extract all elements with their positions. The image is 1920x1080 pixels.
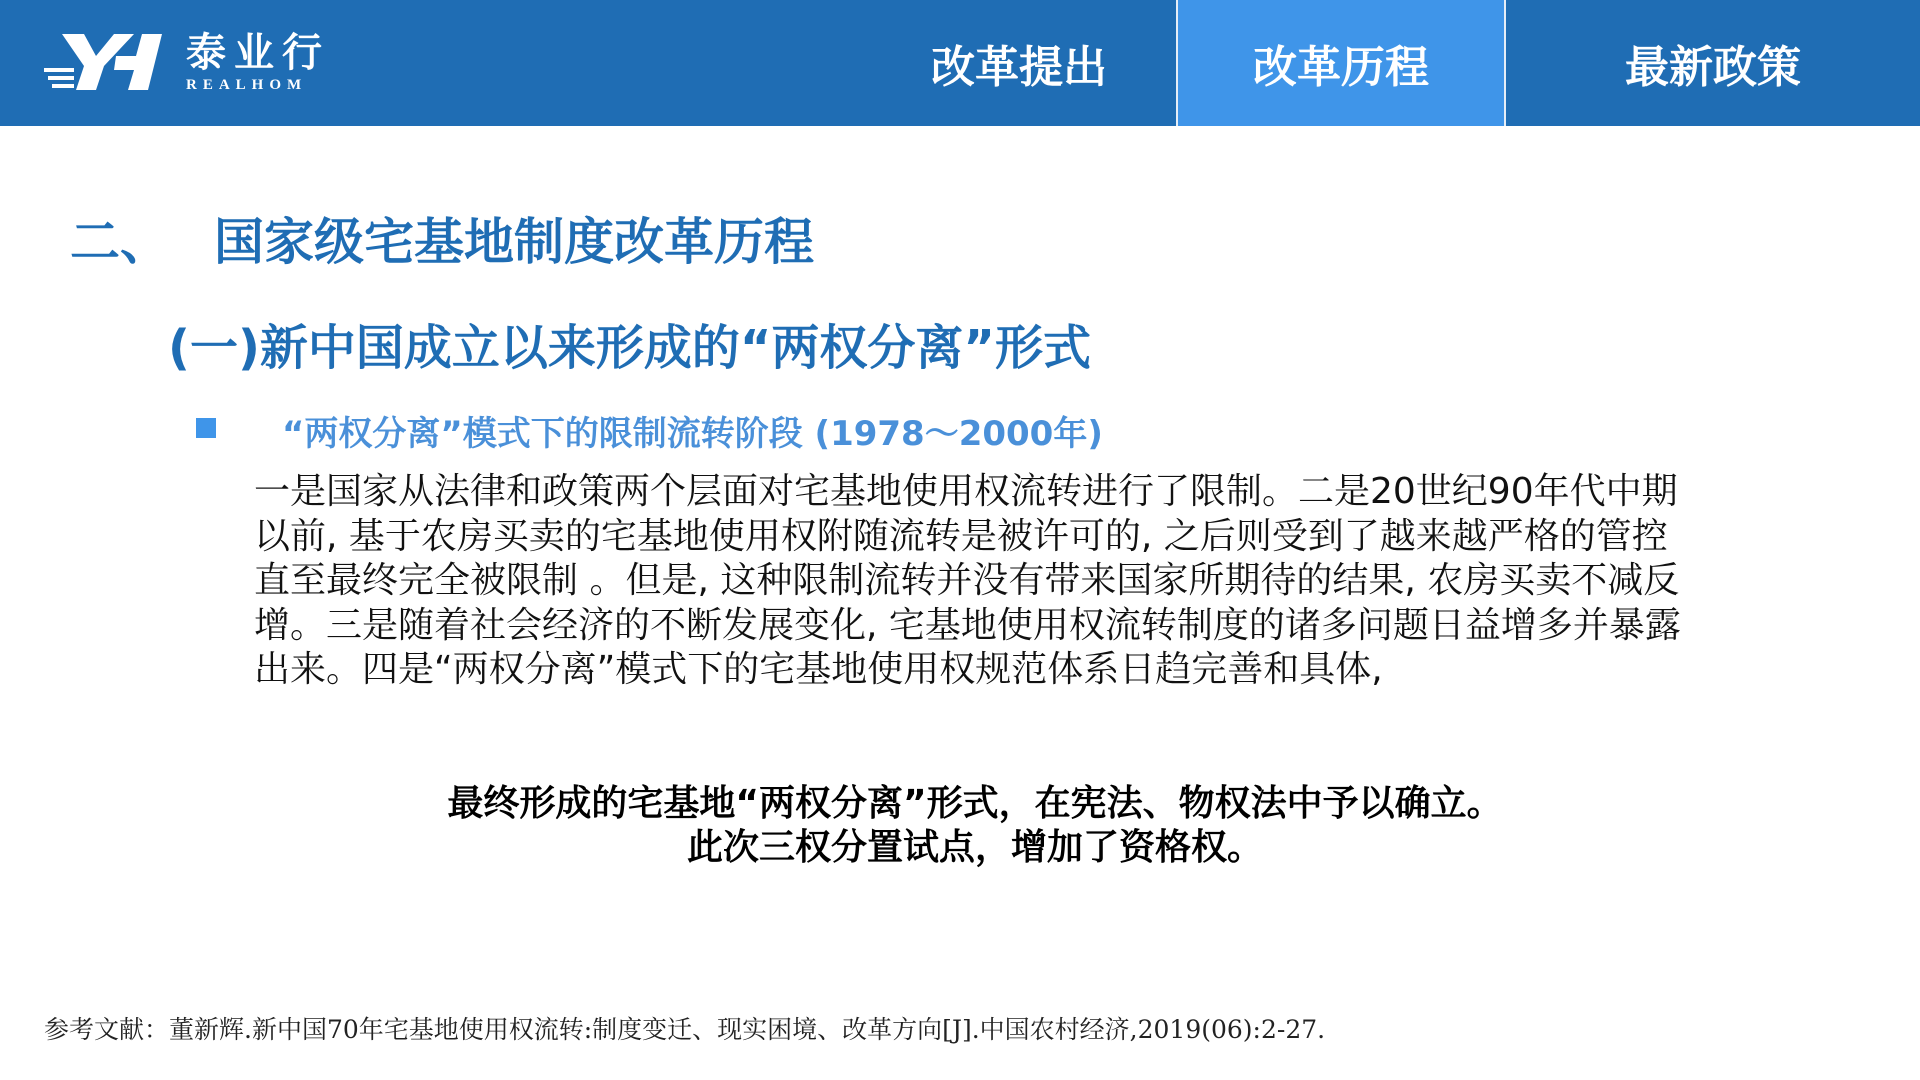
- body-line: 一是国家从法律和政策两个层面对宅基地使用权流转进行了限制。二是20世纪90年代中期: [254, 471, 1678, 512]
- body-line: 以前, 基于农房买卖的宅基地使用权附随流转是被许可的, 之后则受到了越来越严格的管控: [254, 515, 1668, 557]
- square-bullet-icon: [196, 418, 216, 438]
- reference-citation: 参考文献：董新辉.新中国70年宅基地使用权流转:制度变迁、现实困境、改革方向[J].中国农村经济,2019(06):2-27.: [44, 1015, 1326, 1044]
- header-bar: [0, 0, 1920, 126]
- body-line: 直至最终完全被限制 。但是, 这种限制流转并没有带来国家所期待的结果, 农房买卖不减反: [254, 560, 1680, 601]
- body-line: 增。三是随着社会经济的不断发展变化, 宅基地使用权流转制度的诸多问题日益增多并暴露: [254, 604, 1681, 646]
- tab-reform-history[interactable]: 改革历程: [1178, 0, 1504, 126]
- logo-text: [186, 30, 330, 94]
- tab-latest-policy[interactable]: 最新政策: [1625, 42, 1801, 93]
- yh-logo-icon: [44, 26, 174, 98]
- logo-english-name: REALHOM: [186, 77, 308, 93]
- logo-chinese-name: 泰业行: [186, 29, 330, 76]
- conclusion-line: 此次三权分置试点，增加了资格权。: [686, 827, 1263, 868]
- subsection-title: (一)新中国成立以来形成的“两权分离”形式: [168, 320, 1091, 376]
- body-paragraph: [254, 470, 1734, 693]
- conclusion-block: [0, 782, 1920, 870]
- conclusion-line: 最终形成的宅基地“两权分离”形式，在宪法、物权法中予以确立。: [447, 783, 1503, 824]
- section-title-text: 国家级宅基地制度改革历程: [214, 213, 814, 271]
- company-logo[interactable]: [44, 26, 330, 98]
- section-title: [70, 202, 814, 274]
- section-number: 二、: [70, 213, 170, 271]
- tab-reform-proposal[interactable]: 改革提出: [931, 42, 1107, 93]
- bullet-heading: “两权分离”模式下的限制流转阶段 (1978～2000年): [282, 414, 1103, 454]
- body-line: 出来。四是“两权分离”模式下的宅基地使用权规范体系日趋完善和具体,: [254, 649, 1383, 690]
